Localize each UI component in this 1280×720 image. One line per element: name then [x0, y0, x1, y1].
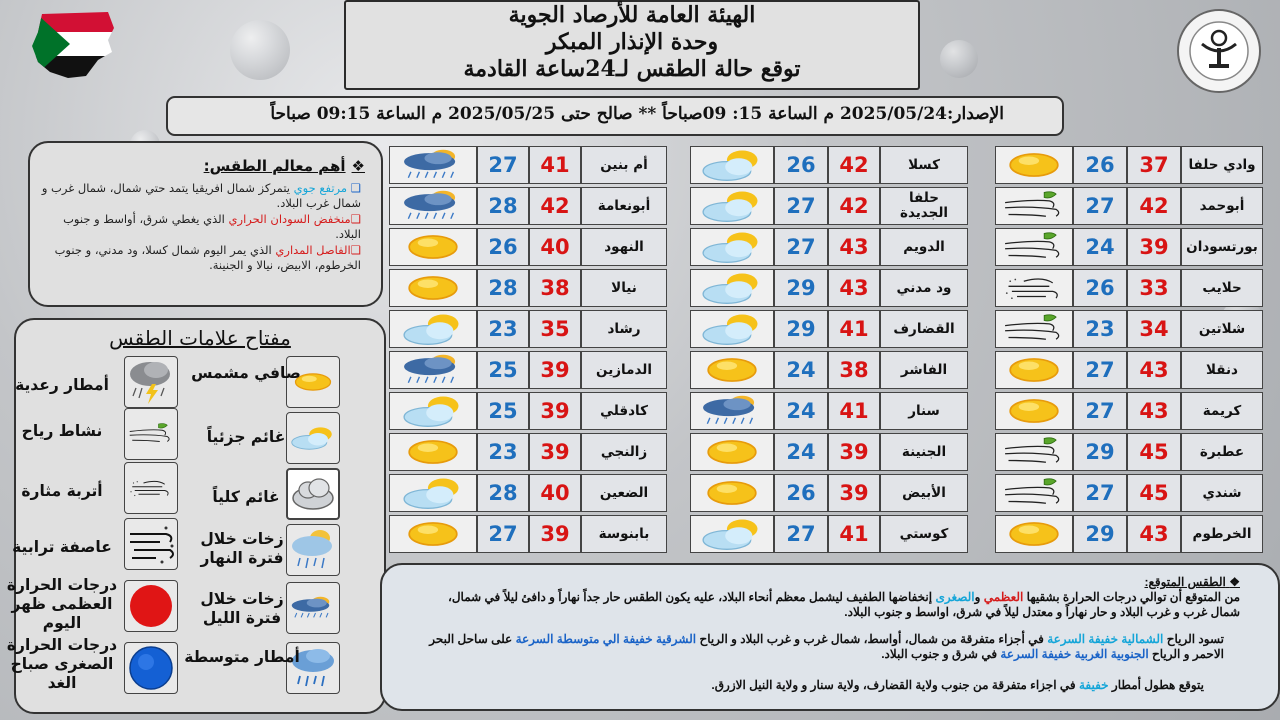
min-temp: 25: [477, 351, 529, 389]
min-temp: 26: [774, 146, 828, 184]
legend-label: أمطار رعدية: [15, 376, 109, 394]
station-row: [690, 392, 968, 430]
station-name: ود مدني: [880, 269, 968, 307]
page-title: توقع حالة الطقس لـ24ساعة القادمة: [463, 56, 801, 82]
min-temp-icon: [124, 642, 178, 694]
min-temp: 26: [1073, 146, 1127, 184]
max-temp: 42: [828, 187, 880, 225]
station-row: [389, 228, 667, 266]
min-temp: 29: [1073, 433, 1127, 471]
max-temp: 37: [1127, 146, 1181, 184]
station-name: أبونعامة: [581, 187, 667, 225]
max-temp: 40: [529, 474, 581, 512]
sudan-flag-map-icon: [28, 6, 114, 82]
station-name: بابنوسة: [581, 515, 667, 553]
station-row: [389, 392, 667, 430]
forecast-bullet-icon: ❖: [1229, 575, 1240, 589]
partly-cloudy-icon: [389, 310, 477, 348]
sunny-icon: [995, 146, 1073, 184]
station-name: نيالا: [581, 269, 667, 307]
max-temp: 40: [529, 228, 581, 266]
forecast-rain-text: يتوقع هطول أمطار خفيفة في اجزاء متفرقة من جنوب ولاية القضارف، ولاية سنار و ولاية النيل الازرق.: [711, 678, 1204, 692]
features-title: ❖أهم معالم الطقس:: [203, 157, 365, 175]
station-row: [389, 474, 667, 512]
legend-label: أتربة مثارة: [21, 482, 103, 500]
partly-cloudy-icon: [690, 515, 774, 553]
min-temp: 23: [1073, 310, 1127, 348]
max-temp: 41: [529, 146, 581, 184]
max-temp: 42: [828, 146, 880, 184]
station-row: [389, 146, 667, 184]
station-row: [995, 146, 1263, 184]
max-temp: 39: [529, 515, 581, 553]
max-temp: 35: [529, 310, 581, 348]
windy-icon: [995, 433, 1073, 471]
min-temp: 24: [774, 351, 828, 389]
station-row: [690, 228, 968, 266]
feature-item: ❑ مرتفع جوي يتمركز شمال افريقيا يتمد حتي شمال، شمال غرب و شمال غرب البلاد.: [41, 181, 361, 210]
feature-item: ❑منخفض السودان الحراري الذي يغطي شرق، أواسط و جنوب البلاد.: [63, 212, 361, 241]
unit-name: وحدة الإنذار المبكر: [545, 29, 719, 55]
max-temp: 41: [828, 310, 880, 348]
features-bullet-icon: ❖: [351, 157, 365, 175]
station-row: [690, 474, 968, 512]
station-name: كريمة: [1181, 392, 1263, 430]
sunny-icon: [389, 228, 477, 266]
station-name: شندي: [1181, 474, 1263, 512]
forecast-wind-text: تسود الرياح الشمالية خفيفة السرعة في أجزاء متفرقة من شمال، أواسط، شمال غرب و غرب البلاد و الرياح الشرقية خفيفة الي متوسطة السرعة على ساحل البحر الاحمر و الرياح الجنوبية الغربية خفيفة السرعة في شرق و جنوب البلاد.: [429, 632, 1224, 661]
station-row: [389, 433, 667, 471]
windy-icon: [995, 310, 1073, 348]
partly-cloudy-icon: [690, 310, 774, 348]
max-temp: 39: [529, 392, 581, 430]
station-name: الأبيض: [880, 474, 968, 512]
legend-label: عاصفة ترابية: [12, 538, 112, 556]
legend-label: زخات خلال فترة النهار: [200, 530, 284, 567]
legend-label: درجات الحرارة الصغرى صباح الغد: [6, 636, 118, 692]
station-row: [995, 433, 1263, 471]
station-name: شلاتين: [1181, 310, 1263, 348]
station-name: حلايب: [1181, 269, 1263, 307]
issue-validity-bar: [166, 96, 1064, 136]
max-temp: 43: [1127, 392, 1181, 430]
min-temp: 27: [774, 515, 828, 553]
max-temp: 38: [529, 269, 581, 307]
station-row: [690, 269, 968, 307]
night-showers-icon: [389, 351, 477, 389]
legend-label: غائم كلياً: [212, 488, 280, 506]
sunny-icon: [995, 515, 1073, 553]
min-temp: 23: [477, 310, 529, 348]
station-name: عطبرة: [1181, 433, 1263, 471]
sunny-icon: [389, 433, 477, 471]
max-temp: 43: [1127, 515, 1181, 553]
min-temp: 27: [477, 515, 529, 553]
station-name: الدمازين: [581, 351, 667, 389]
max-temp: 39: [828, 474, 880, 512]
station-name: الفاشر: [880, 351, 968, 389]
water-drop: [940, 40, 978, 78]
station-row: [690, 310, 968, 348]
night-showers-icon: [389, 146, 477, 184]
station-row: [690, 146, 968, 184]
station-row: [690, 351, 968, 389]
legend-label: غائم جزئياً: [206, 428, 286, 446]
min-temp: 28: [477, 474, 529, 512]
station-name: بورتسودان: [1181, 228, 1263, 266]
max-temp: 33: [1127, 269, 1181, 307]
station-row: [995, 228, 1263, 266]
station-row: [995, 269, 1263, 307]
feature-item: ❑الفاصل المداري الذي يمر اليوم شمال كسلا، ود مدني، و جنوب الخرطوم، الابيض، نيالا و الجنينة.: [54, 243, 361, 272]
max-temp: 45: [1127, 433, 1181, 471]
legend-label: زخات خلال فترة الليل: [200, 590, 284, 627]
sunny-icon: [995, 351, 1073, 389]
station-name: الدويم: [880, 228, 968, 266]
max-temp: 43: [1127, 351, 1181, 389]
station-name: أم بنين: [581, 146, 667, 184]
station-row: [389, 187, 667, 225]
dust-icon: [124, 462, 178, 514]
min-temp: 27: [774, 187, 828, 225]
water-drop: [230, 20, 290, 80]
forecast-temperature-text: من المتوقع أن توالي درجات الحرارة بشقيها العظمي والصغرى إنخفاضها الطفيف ليشمل معظم أنحاء البلاد، عليه يكون الطقس حار جداً نهاراً و دافئ ليلاً في شمال، شمال غرب و غرب البلاد و حار نهاراً و معتدل ليلاً في شرق، اواسط و جنوب البلاد.: [447, 590, 1240, 619]
max-temp: 43: [828, 269, 880, 307]
min-temp: 26: [1073, 269, 1127, 307]
min-temp: 29: [774, 310, 828, 348]
min-temp: 28: [477, 187, 529, 225]
min-temp: 23: [477, 433, 529, 471]
max-temp: 41: [828, 515, 880, 553]
station-name: رشاد: [581, 310, 667, 348]
station-name: الضعين: [581, 474, 667, 512]
min-temp: 24: [1073, 228, 1127, 266]
max-temp: 39: [828, 433, 880, 471]
min-temp: 27: [477, 146, 529, 184]
station-row: [995, 310, 1263, 348]
station-name: النهود: [581, 228, 667, 266]
sunny-icon: [389, 269, 477, 307]
legend-title: مفتاح علامات الطقس: [109, 326, 291, 350]
sunny-icon: [690, 351, 774, 389]
windy-icon: [995, 474, 1073, 512]
station-row: [389, 515, 667, 553]
station-row: [690, 187, 968, 225]
partly-cloudy-icon: [690, 269, 774, 307]
weather-legend-panel: [6, 318, 386, 714]
legend-label: أمطار متوسطة: [184, 648, 300, 666]
max-temp: 45: [1127, 474, 1181, 512]
station-row: [995, 187, 1263, 225]
partly-cloudy-icon: [690, 187, 774, 225]
partly-cloudy-icon: [690, 228, 774, 266]
min-temp: 26: [774, 474, 828, 512]
station-row: [995, 392, 1263, 430]
sunny-icon: [690, 474, 774, 512]
min-temp: 27: [1073, 474, 1127, 512]
min-temp: 25: [477, 392, 529, 430]
min-temp: 24: [774, 392, 828, 430]
max-temp: 38: [828, 351, 880, 389]
dust-storm-icon: [124, 518, 178, 570]
station-row: [389, 269, 667, 307]
min-temp: 27: [774, 228, 828, 266]
station-name: الخرطوم: [1181, 515, 1263, 553]
sunny-icon: [995, 392, 1073, 430]
expected-weather-panel: [380, 563, 1280, 711]
partly-cloudy-icon: [690, 146, 774, 184]
forecast-title: ❖ الطقس المتوقع:: [1144, 575, 1240, 589]
partly-cloudy-icon: [389, 392, 477, 430]
station-row: [995, 474, 1263, 512]
sunny-icon: [389, 515, 477, 553]
max-temp: 43: [828, 228, 880, 266]
station-row: [389, 351, 667, 389]
max-temp: 39: [1127, 228, 1181, 266]
meteorology-authority-seal-icon: [1176, 8, 1262, 94]
windy-icon: [995, 187, 1073, 225]
sunny-icon: [690, 433, 774, 471]
station-name: كوستي: [880, 515, 968, 553]
max-temp: 39: [529, 351, 581, 389]
station-row: [995, 351, 1263, 389]
station-name: وادي حلفا: [1181, 146, 1263, 184]
partly-cloudy-icon: [389, 474, 477, 512]
station-row: [389, 310, 667, 348]
authority-name: الهيئة العامة للأرصاد الجوية: [508, 2, 756, 28]
thunderstorm-icon: [124, 356, 178, 408]
min-temp: 26: [477, 228, 529, 266]
station-name: كسلا: [880, 146, 968, 184]
station-name: سنار: [880, 392, 968, 430]
legend-label: صافي مشمس: [191, 364, 301, 382]
night-showers-icon: [389, 187, 477, 225]
max-temp: 42: [529, 187, 581, 225]
max-temp: 41: [828, 392, 880, 430]
legend-label: نشاط رياح: [21, 422, 103, 440]
min-temp: 24: [774, 433, 828, 471]
station-name: زالنجي: [581, 433, 667, 471]
min-temp: 29: [1073, 515, 1127, 553]
station-row: [690, 433, 968, 471]
max-temp: 34: [1127, 310, 1181, 348]
station-name: الجنينة: [880, 433, 968, 471]
windy-icon: [995, 228, 1073, 266]
windy-icon: [124, 408, 178, 460]
station-name: حلفا الجديدة: [880, 187, 968, 225]
min-temp: 29: [774, 269, 828, 307]
min-temp: 28: [477, 269, 529, 307]
station-row: [995, 515, 1263, 553]
min-temp: 27: [1073, 187, 1127, 225]
weather-features-panel: [28, 141, 383, 307]
max-temp: 42: [1127, 187, 1181, 225]
issue-text: الإصدار:2025/05/24 م الساعة 15: 09صباحاً ** صالح حتى 2025/05/25 م الساعة 09:15 صباحاً: [270, 104, 1004, 124]
night-showers-icon: [690, 392, 774, 430]
max-temp: 39: [529, 433, 581, 471]
header-banner: [344, 0, 920, 90]
legend-label: درجات الحرارة العظمى ظهر اليوم: [6, 576, 118, 632]
station-name: القضارف: [880, 310, 968, 348]
station-row: [690, 515, 968, 553]
station-name: كادقلي: [581, 392, 667, 430]
station-name: دنقلا: [1181, 351, 1263, 389]
station-name: أبوحمد: [1181, 187, 1263, 225]
dust-icon: [995, 269, 1073, 307]
min-temp: 27: [1073, 392, 1127, 430]
max-temp-icon: [124, 580, 178, 632]
min-temp: 27: [1073, 351, 1127, 389]
